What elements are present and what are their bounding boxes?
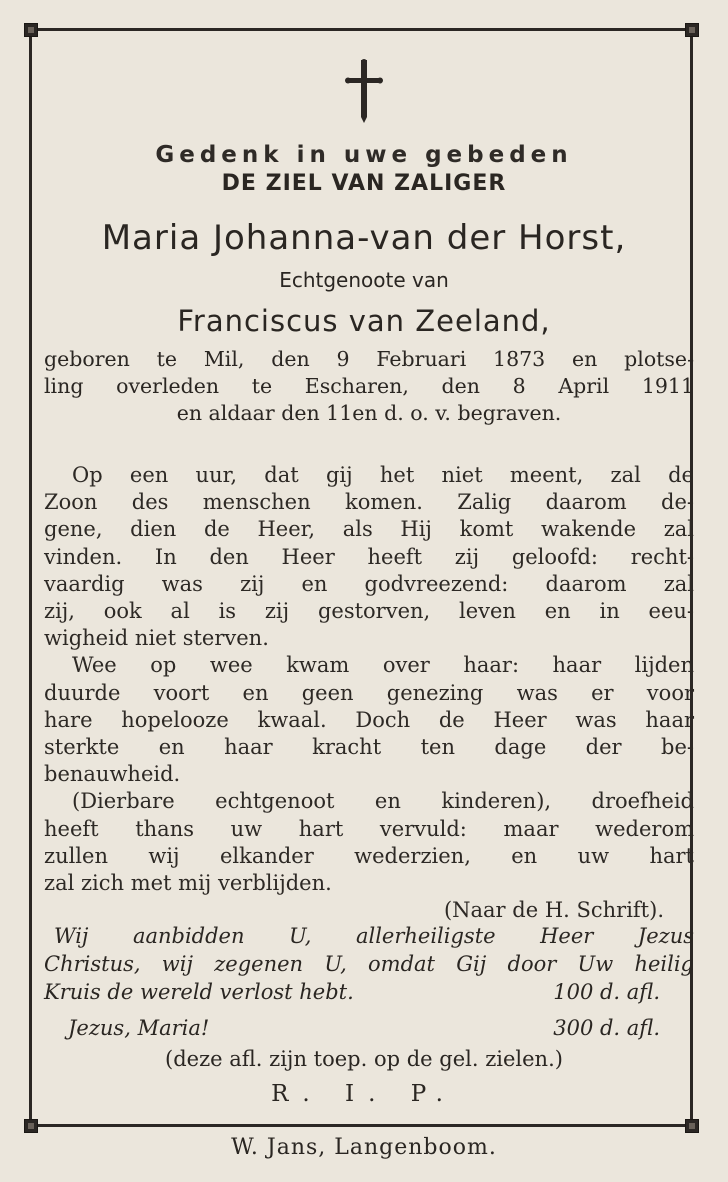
text-line: Kruis de wereld verlost hebt. (44, 980, 354, 1004)
text-line: ling overleden te Escharen, den 8 April 1911 (44, 374, 694, 398)
text-line: wigheid niet sterven. (44, 626, 269, 651)
corner-ornament-bottom-right (685, 1119, 699, 1133)
text-line: Zoon des menschen komen. Zalig daarom de- (44, 490, 694, 515)
text-line: gene, dien de Heer, als Hij komt wakende zal (44, 517, 694, 542)
indulgence-amount: 100 d. afl. (553, 980, 660, 1004)
text-line: Jezus, Maria! (68, 1016, 210, 1040)
scripture-text (44, 462, 694, 924)
text-line: en aldaar den 11en d. o. v. begraven. (176, 401, 562, 425)
text-line: Wee op wee kwam over haar: haar lijden (72, 653, 694, 678)
text-line: Wij aanbidden U, allerheiligste Heer Jezus (54, 924, 694, 948)
text-line: zullen wij elkander wederzien, en uw hart (44, 843, 694, 868)
birth-death-paragraph (44, 346, 694, 427)
indulgence-prayer (44, 922, 694, 1042)
text-line: vinden. In den Heer heeft zij geloofd: recht- (44, 544, 694, 569)
frame-top-line (28, 28, 695, 31)
husband-name: Franciscus van Zeeland, (177, 304, 551, 338)
text-line: (Dierbare echtgenoot en kinderen), droefheid (72, 789, 694, 814)
scripture-source: (Naar de H. Schrift). (443, 898, 664, 923)
rip-text: R. I. P. (271, 1081, 457, 1107)
text-line: zal zich met mij verblijden. (44, 871, 332, 896)
corner-ornament-top-right (685, 23, 699, 37)
deceased-name: Maria Johanna-van der Horst, (101, 218, 627, 258)
prayer-row (44, 978, 694, 1006)
text-line: zij, ook al is zij gestorven, leven en in eeu- (44, 599, 694, 624)
text-line: Op een uur, dat gij het niet meent, zal de (72, 463, 694, 487)
text-line: duurde voort en geen genezing was er voor (44, 680, 694, 705)
printer-credit: W. Jans, Langenboom. (231, 1135, 497, 1160)
text-line: Christus, wij zegenen U, omdat Gij door Uw heilig (44, 952, 694, 976)
corner-ornament-bottom-left (24, 1119, 38, 1133)
text-line: hare hopelooze kwaal. Doch de Heer was haar (44, 707, 694, 732)
corner-ornament-top-left (24, 23, 38, 37)
prayer-row (44, 1014, 694, 1042)
cross-icon (342, 58, 386, 126)
frame-bottom-line (28, 1124, 695, 1127)
text-line: heeft thans uw hart vervuld: maar wederom (44, 816, 694, 841)
text-line: geboren te Mil, den 9 Februari 1873 en plotse- (44, 347, 694, 371)
indulgence-note: (deze afl. zijn toep. op de gel. zielen.) (165, 1047, 563, 1071)
text-line: sterkte en haar kracht ten dage der be- (44, 735, 694, 760)
spouse-label: Echtgenoote van (279, 268, 449, 292)
text-line: vaardig was zij en godvreezend: daarom zal (44, 571, 694, 596)
indulgence-amount: 300 d. afl. (553, 1016, 660, 1040)
ziel-heading: DE ZIEL VAN ZALIGER (221, 171, 507, 196)
gedenk-heading: Gedenk in uwe gebeden (155, 142, 573, 168)
text-line: benauwheid. (44, 762, 181, 787)
